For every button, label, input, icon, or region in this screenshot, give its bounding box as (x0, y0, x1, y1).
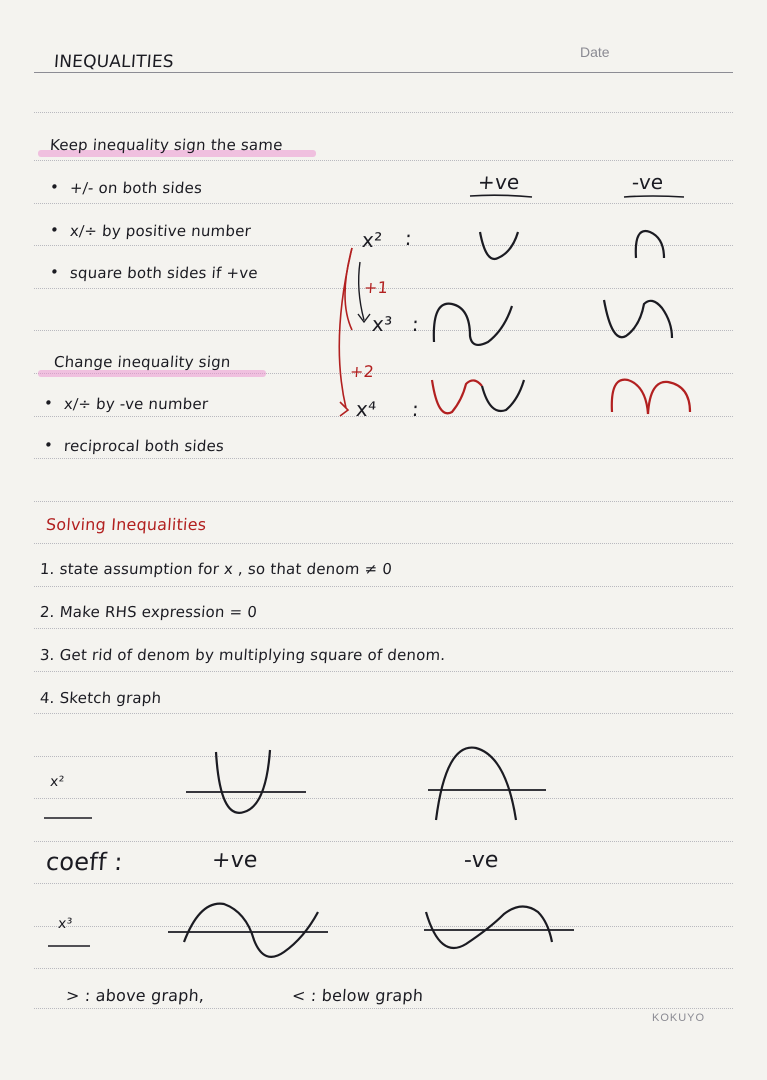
solving-heading: Solving Inequalities (45, 515, 207, 534)
solving-step: 3. Get rid of denom by multiplying square of denom. (39, 646, 447, 664)
change-bullet: • (43, 436, 54, 454)
change-heading: Change inequality sign (53, 353, 232, 371)
row-label-x3: x³ (371, 312, 394, 336)
x3-positive-sketch (184, 904, 318, 957)
x2-positive-sketch (216, 750, 270, 813)
page-title: INEQUALITIES (53, 52, 175, 72)
keep-bullet: • (49, 178, 60, 196)
coeff-neg-label: -ve (463, 848, 500, 873)
keep-bullet: • (49, 263, 60, 281)
keep-item: square both sides if +ve (69, 264, 259, 282)
step-plus-1: +1 (363, 278, 389, 297)
row-label-x4: x⁴ (355, 397, 378, 421)
colon: : (404, 226, 413, 250)
brand-mark: KOKUYO (652, 1012, 706, 1024)
change-item: reciprocal both sides (63, 437, 225, 455)
x2-negative-sketch (436, 748, 516, 820)
keep-item: +/- on both sides (69, 179, 203, 197)
coeff-label: coeff : (45, 848, 124, 876)
colon: : (411, 397, 420, 421)
coeff-pos-label: +ve (211, 848, 259, 873)
solving-step: 4. Sketch graph (39, 689, 162, 707)
change-bullet: • (43, 394, 54, 412)
sketch-x3-label: x³ (57, 916, 73, 932)
solving-step: 2. Make RHS expression = 0 (39, 603, 258, 621)
sketch-x2-label: x² (49, 774, 65, 790)
date-label: Date (580, 44, 610, 60)
step-plus-2: +2 (349, 362, 375, 381)
col-header-pos: +ve (477, 170, 521, 194)
below-graph-note: < : below graph (291, 986, 424, 1005)
change-item: x/÷ by -ve number (63, 395, 209, 413)
solving-step: 1. state assumption for x , so that denom ≠ 0 (39, 560, 393, 578)
colon: : (411, 312, 420, 336)
row-label-x2: x² (361, 228, 384, 252)
keep-item: x/÷ by positive number (69, 222, 252, 240)
above-graph-note: > : above graph, (65, 986, 205, 1005)
col-header-neg: -ve (631, 170, 665, 194)
x3-negative-sketch (426, 906, 552, 948)
keep-heading: Keep inequality sign the same (49, 136, 284, 154)
keep-bullet: • (49, 221, 60, 239)
